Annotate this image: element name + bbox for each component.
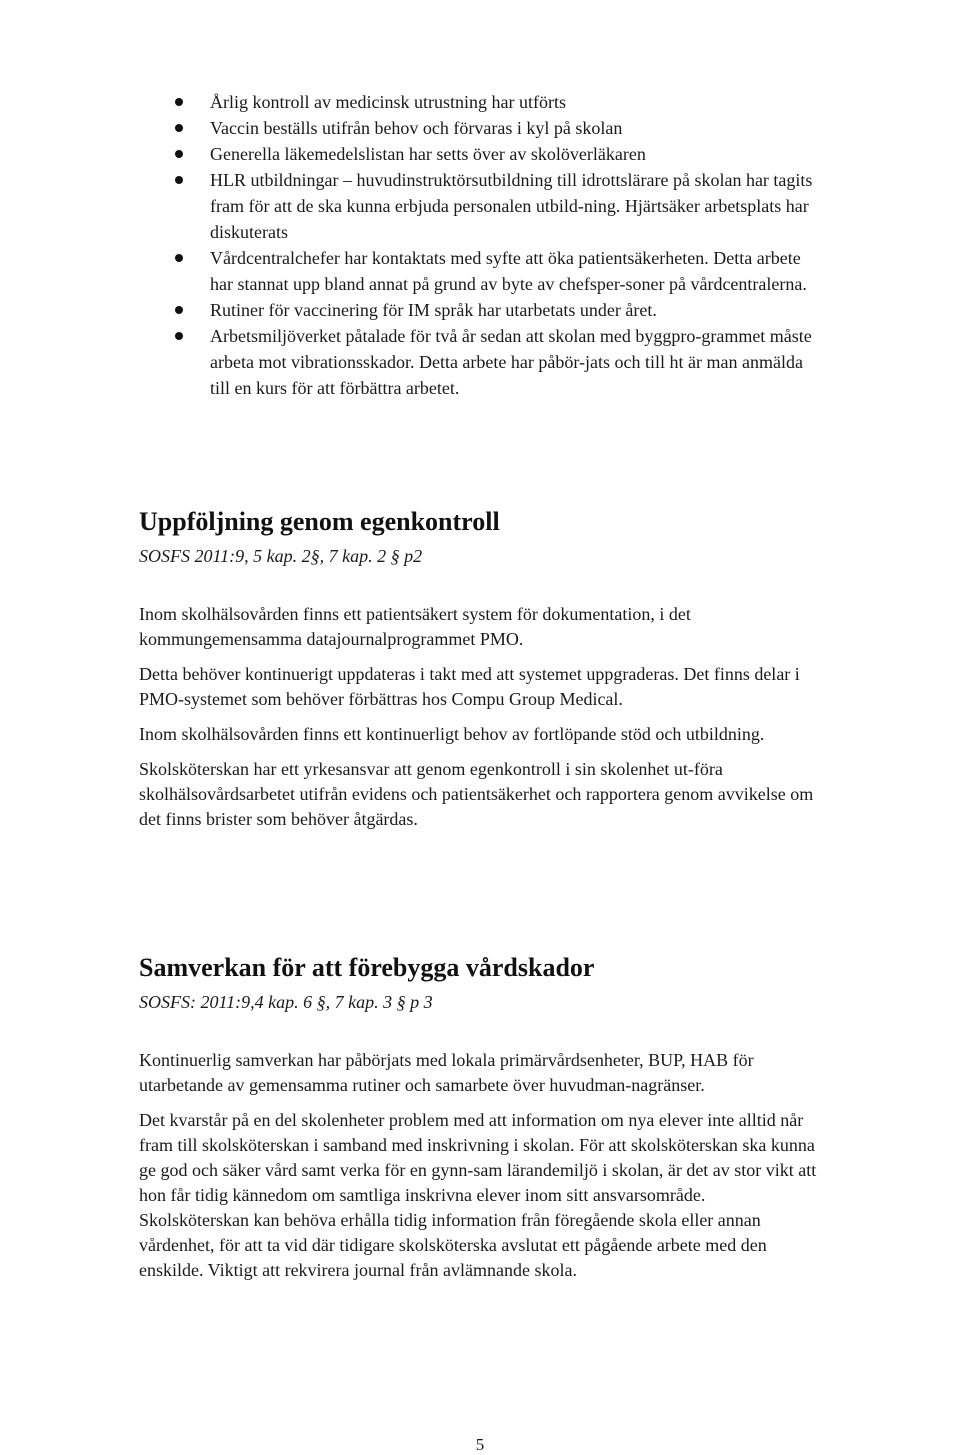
bullet-dot-icon xyxy=(175,98,183,106)
bullet-item xyxy=(210,89,822,115)
bullet-dot-icon xyxy=(175,332,183,340)
bullet-text: Vårdcentralchefer har kontaktats med syfte att öka patientsäkerheten. Detta arbete har stannat upp bland annat på grund av byte av chefsper-soner på vårdcentralerna. xyxy=(210,248,807,294)
section-reference: SOSFS 2011:9, 5 kap. 2§, 7 kap. 2 § p2 xyxy=(139,546,423,566)
bullet-dot-icon xyxy=(175,306,183,314)
section-egenkontroll xyxy=(139,506,819,842)
bullet-item xyxy=(210,245,822,297)
paragraph: Kontinuerlig samverkan har påbörjats med lokala primärvårdsenheter, BUP, HAB för utarbetande av gemensamma rutiner och samarbete över huvudman-nagränser. xyxy=(139,1050,754,1095)
section-samverkan xyxy=(139,952,819,1293)
bullet-list xyxy=(0,89,960,401)
bullet-dot-icon xyxy=(175,254,183,262)
bullet-item xyxy=(210,115,822,141)
section-heading: Uppföljning genom egenkontroll xyxy=(139,507,500,536)
bullet-text: Generella läkemedelslistan har setts över av skolöverläkaren xyxy=(210,144,646,164)
bullet-dot-icon xyxy=(175,150,183,158)
bullet-item xyxy=(210,141,822,167)
bullet-dot-icon xyxy=(175,176,183,184)
bullet-item xyxy=(210,297,822,323)
bullet-text: Rutiner för vaccinering för IM språk har utarbetats under året. xyxy=(210,300,657,320)
paragraph: Detta behöver kontinuerigt uppdateras i takt med att systemet uppgraderas. Det finns delar i PMO-systemet som behöver förbättras hos Compu Group Medical. xyxy=(139,664,800,709)
paragraph: Skolsköterskan har ett yrkesansvar att genom egenkontroll i sin skolenhet ut-föra skolhälsovårdsarbetet utifrån evidens och patientsäkerhet och rapportera genom avvikelse om det finns brister som behöver åtgärdas. xyxy=(139,759,814,829)
section-reference: SOSFS: 2011:9,4 kap. 6 §, 7 kap. 3 § p 3 xyxy=(139,992,433,1012)
bullet-item xyxy=(210,323,822,401)
section-heading: Samverkan för att förebygga vårdskador xyxy=(139,953,595,982)
paragraph: Inom skolhälsovården finns ett patientsäkert system för dokumentation, i det kommungemensamma datajournalprogrammet PMO. xyxy=(139,604,691,649)
paragraph: Det kvarstår på en del skolenheter problem med att information om nya elever inte alltid når fram till skolsköterskan i samband med inskrivning i skolan. För att skolsköterskan ska kunna ge god och säker vård samt verka för en gynn-sam lärandemiljö i skolan, är det av stor vikt att hon får tidig kännedom om samtliga inskrivna elever inom sitt ansvarsområde. Skolsköterskan kan behöva erhålla tidig information från föregående skola eller annan vårdenhet, för att ta vid där tidigare skolsköterska avslutat ett pågående arbete med den enskilde. Viktigt att rekvirera journal från avlämnande skola. xyxy=(139,1110,817,1280)
bullet-text: Vaccin beställs utifrån behov och förvaras i kyl på skolan xyxy=(210,118,623,138)
bullet-dot-icon xyxy=(175,124,183,132)
bullet-text: HLR utbildningar – huvudinstruktörsutbildning till idrottslärare på skolan har tagits fram för att de ska kunna erbjuda personalen utbild-ning. Hjärtsäker arbetsplats har diskuterats xyxy=(210,170,813,242)
paragraph: Inom skolhälsovården finns ett kontinuerligt behov av fortlöpande stöd och utbildning. xyxy=(139,724,765,744)
bullet-text: Arbetsmiljöverket påtalade för två år sedan att skolan med byggpro-grammet måste arbeta mot vibrationsskador. Detta arbete har påbör-jats och till ht är man anmälda till en kurs för att förbättra arbetet. xyxy=(210,326,812,398)
page-number: 5 xyxy=(475,1435,485,1454)
bullet-item xyxy=(210,167,822,245)
bullet-text: Årlig kontroll av medicinsk utrustning har utförts xyxy=(210,92,566,112)
